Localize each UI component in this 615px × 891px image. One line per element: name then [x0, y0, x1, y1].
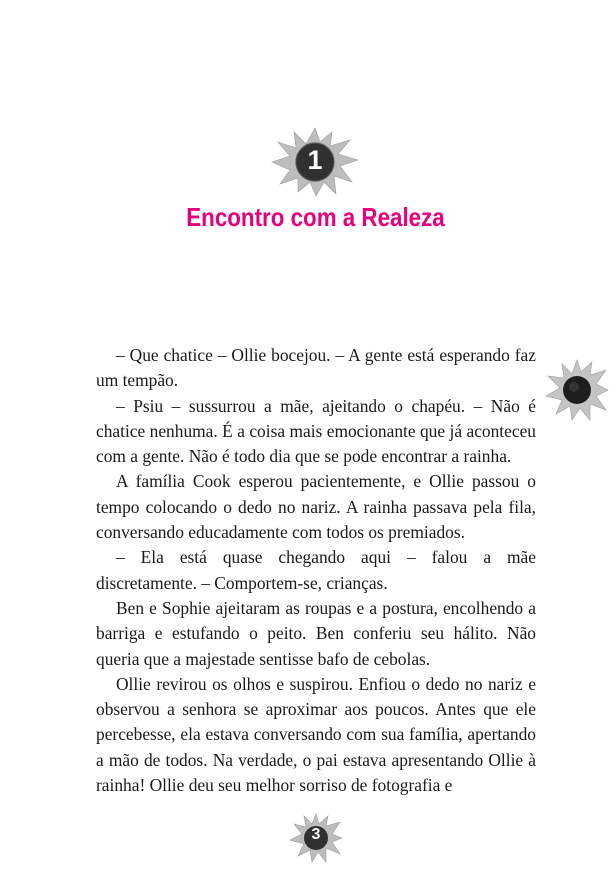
- chapter-title: Encontro com a Realeza: [186, 202, 445, 232]
- chapter-body: [96, 343, 536, 798]
- bullet-hole-decoration: [544, 358, 610, 422]
- chapter-number-badge: [270, 126, 360, 198]
- paragraph: – Que chatice – Ollie bocejou. – A gente está esperando faz um tempão.: [96, 345, 536, 391]
- paragraph: – Psiu – sussurrou a mãe, ajeitando o chapéu. – Não é chatice nenhuma. É a coisa mais emocionante que já aconteceu com a gente. Não é todo dia que se pode encontrar a rainha.: [96, 395, 536, 467]
- paragraph: – Ela está quase chegando aqui – falou a mãe discretamente. – Comportem-se, crianças.: [96, 547, 536, 593]
- paragraph: A família Cook esperou pacientemente, e Ollie passou o tempo colocando o dedo no nariz. A rainha passava pela fila, conversando educadamente com todos os premiados.: [96, 471, 536, 543]
- paragraph: Ollie revirou os olhos e suspirou. Enfiou o dedo no nariz e observou a senhora se aproximar aos poucos. Antes que ele percebesse, ela estava conversando com sua família, apertando a mão de todos. Na verdade, o pai estava apresentando Ollie à rainha! Ollie deu seu melhor sorriso de fotografia e: [96, 673, 536, 796]
- chapter-number: 1: [307, 145, 323, 175]
- page-number-badge: [288, 812, 344, 864]
- paragraph: Ben e Sophie ajeitaram as roupas e a postura, encolhendo a barriga e estufando o peito. Ben conferiu seu hálito. Não queria que a majestade sentisse bafo de cebolas.: [96, 597, 536, 669]
- bullet-hole-icon: [544, 358, 610, 422]
- page-number: 3: [311, 826, 321, 843]
